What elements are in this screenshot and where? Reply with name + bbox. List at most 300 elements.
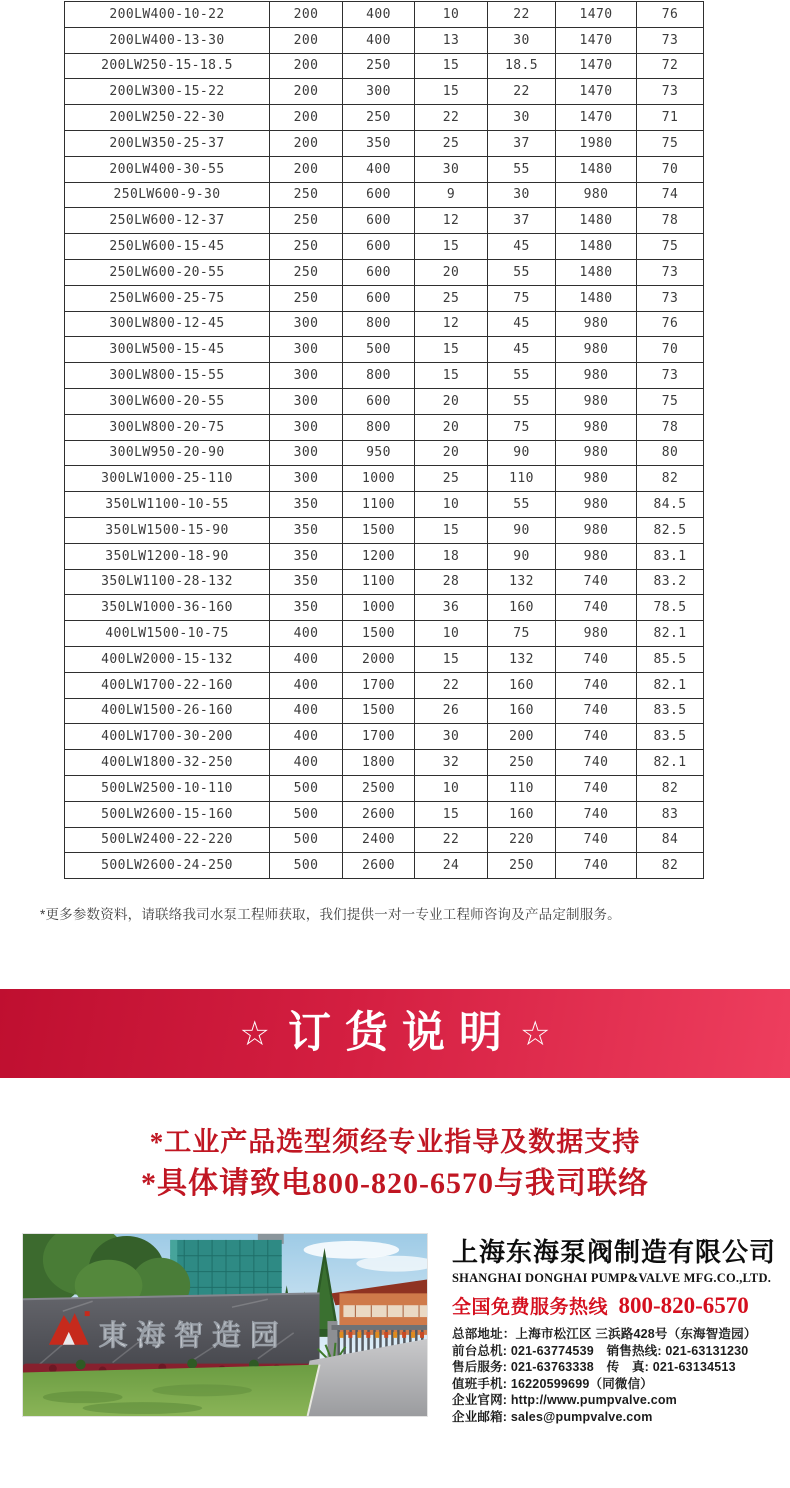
table-cell: 350LW1500-15-90 <box>65 517 270 543</box>
table-cell: 500 <box>270 775 343 801</box>
table-cell: 83.2 <box>637 569 704 595</box>
table-cell: 300LW500-15-45 <box>65 337 270 363</box>
table-cell: 45 <box>488 337 556 363</box>
cloud <box>304 1241 400 1259</box>
table-row <box>65 853 704 879</box>
table-cell: 30 <box>488 105 556 131</box>
table-cell: 160 <box>488 595 556 621</box>
table-cell: 740 <box>556 569 637 595</box>
table-cell: 20 <box>415 414 488 440</box>
table-row <box>65 646 704 672</box>
table-cell: 250LW600-12-37 <box>65 208 270 234</box>
table-cell: 20 <box>415 440 488 466</box>
contact-list <box>452 1326 790 1425</box>
service-hotline <box>452 1292 790 1319</box>
table-cell: 250 <box>343 53 415 79</box>
table-cell: 250LW600-25-75 <box>65 285 270 311</box>
table-row <box>65 234 704 260</box>
table-cell: 9 <box>415 182 488 208</box>
table-cell: 55 <box>488 259 556 285</box>
table-cell: 73 <box>637 259 704 285</box>
table-cell: 250LW600-15-45 <box>65 234 270 260</box>
table-row <box>65 363 704 389</box>
table-cell: 55 <box>488 388 556 414</box>
table-cell: 250 <box>270 234 343 260</box>
table-cell: 250 <box>270 182 343 208</box>
table-cell: 400LW1700-22-160 <box>65 672 270 698</box>
table-cell: 83.5 <box>637 724 704 750</box>
table-cell: 25 <box>415 466 488 492</box>
table-cell: 500LW2600-15-160 <box>65 801 270 827</box>
table-cell: 1700 <box>343 672 415 698</box>
table-cell: 82.5 <box>637 517 704 543</box>
table-cell: 980 <box>556 466 637 492</box>
table-cell: 15 <box>415 234 488 260</box>
table-cell: 1480 <box>556 234 637 260</box>
table-cell: 55 <box>488 492 556 518</box>
table-cell: 82.1 <box>637 750 704 776</box>
table-cell: 55 <box>488 156 556 182</box>
table-cell: 400 <box>343 156 415 182</box>
table-cell: 300 <box>270 466 343 492</box>
hotline-label: 全国免费服务热线 <box>452 1297 609 1318</box>
table-cell: 200LW350-25-37 <box>65 130 270 156</box>
table-row <box>65 672 704 698</box>
table-cell: 500 <box>343 337 415 363</box>
table-cell: 84 <box>637 827 704 853</box>
table-cell: 980 <box>556 337 637 363</box>
table-cell: 200 <box>270 130 343 156</box>
table-cell: 980 <box>556 492 637 518</box>
table-cell: 980 <box>556 543 637 569</box>
table-cell: 740 <box>556 672 637 698</box>
table-cell: 400 <box>270 724 343 750</box>
table-cell: 600 <box>343 259 415 285</box>
table-row <box>65 595 704 621</box>
table-cell: 72 <box>637 53 704 79</box>
company-info <box>452 1236 790 1425</box>
table-cell: 740 <box>556 724 637 750</box>
table-row <box>65 466 704 492</box>
table-cell: 740 <box>556 775 637 801</box>
table-row <box>65 105 704 131</box>
table-cell: 800 <box>343 414 415 440</box>
table-row <box>65 440 704 466</box>
table-cell: 15 <box>415 53 488 79</box>
slogan-line: *具体请致电800-820-6570与我司联络 <box>141 1167 649 1200</box>
parameters-note: *更多参数资料，请联络我司水泵工程师获取，我们提供一对一专业工程师咨询及产品定制服务。 <box>40 907 621 922</box>
table-cell: 500LW2400-22-220 <box>65 827 270 853</box>
table-cell: 1480 <box>556 259 637 285</box>
table-cell: 80 <box>637 440 704 466</box>
table-cell: 300LW950-20-90 <box>65 440 270 466</box>
table-cell: 132 <box>488 646 556 672</box>
table-cell: 400 <box>270 698 343 724</box>
table-cell: 84.5 <box>637 492 704 518</box>
table-cell: 400LW2000-15-132 <box>65 646 270 672</box>
table-cell: 70 <box>637 156 704 182</box>
table-cell: 200LW300-15-22 <box>65 79 270 105</box>
table-cell: 250 <box>270 259 343 285</box>
table-cell: 300LW800-20-75 <box>65 414 270 440</box>
table-cell: 110 <box>488 775 556 801</box>
table-cell: 1980 <box>556 130 637 156</box>
contact-line: 前台总机: 021-63774539 销售热线: 021-63131230 <box>452 1343 749 1358</box>
table-cell: 1100 <box>343 492 415 518</box>
order-instructions-banner <box>0 989 790 1078</box>
table-cell: 200 <box>270 27 343 53</box>
table-cell: 78 <box>637 414 704 440</box>
table-cell: 400LW1500-26-160 <box>65 698 270 724</box>
table-cell: 740 <box>556 595 637 621</box>
table-cell: 76 <box>637 2 704 28</box>
table-cell: 400 <box>270 621 343 647</box>
table-row <box>65 388 704 414</box>
pump-spec-table <box>64 1 704 879</box>
table-cell: 160 <box>488 801 556 827</box>
table-cell: 160 <box>488 672 556 698</box>
table-cell: 250 <box>488 750 556 776</box>
table-cell: 10 <box>415 621 488 647</box>
table-cell: 73 <box>637 285 704 311</box>
table-cell: 350 <box>270 595 343 621</box>
table-cell: 30 <box>415 724 488 750</box>
table-cell: 160 <box>488 698 556 724</box>
campus-photo-illustration <box>23 1234 427 1416</box>
table-cell: 15 <box>415 337 488 363</box>
table-cell: 18.5 <box>488 53 556 79</box>
table-cell: 2000 <box>343 646 415 672</box>
sign-text: 東海智造园 <box>98 1319 288 1352</box>
table-row <box>65 724 704 750</box>
table-cell: 200LW400-13-30 <box>65 27 270 53</box>
table-row <box>65 79 704 105</box>
table-cell: 980 <box>556 363 637 389</box>
table-cell: 250 <box>270 285 343 311</box>
table-cell: 75 <box>637 130 704 156</box>
contact-line: 售后服务: 021-63763338 传 真: 021-63134513 <box>452 1360 736 1374</box>
table-cell: 12 <box>415 311 488 337</box>
table-row <box>65 492 704 518</box>
table-cell: 300LW1000-25-110 <box>65 466 270 492</box>
table-row <box>65 259 704 285</box>
table-cell: 300 <box>270 311 343 337</box>
table-cell: 300LW600-20-55 <box>65 388 270 414</box>
slogan-line: *工业产品选型须经专业指导及数据支持 <box>149 1127 641 1157</box>
table-cell: 350 <box>343 130 415 156</box>
table-cell: 1200 <box>343 543 415 569</box>
company-campus-photo <box>22 1233 428 1417</box>
table-cell: 250LW600-9-30 <box>65 182 270 208</box>
table-cell: 300 <box>270 337 343 363</box>
table-cell: 71 <box>637 105 704 131</box>
table-cell: 82 <box>637 775 704 801</box>
banner-title: 订货说明 <box>288 1009 516 1057</box>
table-cell: 73 <box>637 79 704 105</box>
table-cell: 25 <box>415 130 488 156</box>
table-cell: 500 <box>270 827 343 853</box>
table-cell: 15 <box>415 363 488 389</box>
table-cell: 20 <box>415 259 488 285</box>
table-cell: 980 <box>556 414 637 440</box>
table-cell: 2600 <box>343 853 415 879</box>
table-cell: 300 <box>270 414 343 440</box>
table-cell: 1470 <box>556 27 637 53</box>
table-cell: 200 <box>270 79 343 105</box>
table-cell: 90 <box>488 543 556 569</box>
table-cell: 32 <box>415 750 488 776</box>
table-cell: 220 <box>488 827 556 853</box>
table-cell: 76 <box>637 311 704 337</box>
table-cell: 350LW1000-36-160 <box>65 595 270 621</box>
table-cell: 13 <box>415 27 488 53</box>
table-cell: 30 <box>488 27 556 53</box>
table-row <box>65 208 704 234</box>
table-cell: 82.1 <box>637 621 704 647</box>
table-cell: 600 <box>343 234 415 260</box>
table-cell: 28 <box>415 569 488 595</box>
lawn <box>23 1365 320 1416</box>
table-cell: 600 <box>343 388 415 414</box>
table-cell: 740 <box>556 646 637 672</box>
table-cell: 400 <box>343 2 415 28</box>
table-cell: 45 <box>488 311 556 337</box>
table-row <box>65 130 704 156</box>
table-cell: 200LW250-22-30 <box>65 105 270 131</box>
table-row <box>65 801 704 827</box>
table-cell: 600 <box>343 182 415 208</box>
table-cell: 200 <box>270 105 343 131</box>
table-cell: 18 <box>415 543 488 569</box>
table-cell: 15 <box>415 79 488 105</box>
table-cell: 30 <box>415 156 488 182</box>
table-cell: 980 <box>556 621 637 647</box>
pump-spec-table-body <box>65 2 704 879</box>
table-cell: 78.5 <box>637 595 704 621</box>
table-cell: 83 <box>637 801 704 827</box>
table-cell: 37 <box>488 208 556 234</box>
table-cell: 22 <box>488 2 556 28</box>
table-cell: 37 <box>488 130 556 156</box>
table-cell: 83.1 <box>637 543 704 569</box>
table-cell: 82.1 <box>637 672 704 698</box>
table-cell: 22 <box>415 827 488 853</box>
table-cell: 740 <box>556 750 637 776</box>
company-name-cn: 上海东海泵阀制造有限公司 <box>452 1237 777 1267</box>
contact-line: 总部地址：上海市松江区 三浜路428号（东海智造园） <box>452 1327 757 1341</box>
table-cell: 1000 <box>343 466 415 492</box>
table-cell: 200LW400-10-22 <box>65 2 270 28</box>
table-row <box>65 337 704 363</box>
table-cell: 1470 <box>556 2 637 28</box>
table-cell: 200LW400-30-55 <box>65 156 270 182</box>
table-cell: 73 <box>637 363 704 389</box>
table-cell: 200LW250-15-18.5 <box>65 53 270 79</box>
table-row <box>65 27 704 53</box>
table-cell: 980 <box>556 311 637 337</box>
table-cell: 800 <box>343 363 415 389</box>
table-cell: 350 <box>270 543 343 569</box>
table-cell: 800 <box>343 311 415 337</box>
table-cell: 980 <box>556 440 637 466</box>
table-row <box>65 182 704 208</box>
table-cell: 950 <box>343 440 415 466</box>
table-cell: 400 <box>270 672 343 698</box>
table-cell: 350LW1200-18-90 <box>65 543 270 569</box>
table-cell: 350 <box>270 569 343 595</box>
table-cell: 400LW1700-30-200 <box>65 724 270 750</box>
table-cell: 10 <box>415 492 488 518</box>
table-cell: 22 <box>415 672 488 698</box>
hotline-number: 800-820-6570 <box>618 1293 749 1318</box>
table-cell: 82 <box>637 853 704 879</box>
table-row <box>65 285 704 311</box>
table-cell: 740 <box>556 801 637 827</box>
table-row <box>65 569 704 595</box>
table-cell: 1000 <box>343 595 415 621</box>
table-cell: 400LW1800-32-250 <box>65 750 270 776</box>
table-cell: 350 <box>270 492 343 518</box>
table-cell: 25 <box>415 285 488 311</box>
table-cell: 1470 <box>556 79 637 105</box>
table-row <box>65 414 704 440</box>
table-cell: 400 <box>270 646 343 672</box>
table-cell: 200 <box>270 53 343 79</box>
table-cell: 300 <box>270 388 343 414</box>
table-cell: 15 <box>415 646 488 672</box>
table-row <box>65 543 704 569</box>
table-cell: 73 <box>637 27 704 53</box>
table-row <box>65 517 704 543</box>
table-cell: 1480 <box>556 285 637 311</box>
table-cell: 600 <box>343 208 415 234</box>
table-cell: 74 <box>637 182 704 208</box>
table-cell: 250 <box>270 208 343 234</box>
table-cell: 1480 <box>556 208 637 234</box>
table-cell: 1480 <box>556 156 637 182</box>
table-cell: 110 <box>488 466 556 492</box>
table-row <box>65 827 704 853</box>
table-row <box>65 311 704 337</box>
table-cell: 1470 <box>556 105 637 131</box>
table-cell: 980 <box>556 517 637 543</box>
table-cell: 10 <box>415 775 488 801</box>
table-cell: 82 <box>637 466 704 492</box>
table-cell: 36 <box>415 595 488 621</box>
table-cell: 85.5 <box>637 646 704 672</box>
table-cell: 20 <box>415 388 488 414</box>
table-cell: 500 <box>270 801 343 827</box>
table-cell: 300 <box>270 440 343 466</box>
star-icon: ☆ <box>239 1014 270 1053</box>
contact-line: 企业官网: http://www.pumpvalve.com <box>452 1393 677 1407</box>
table-cell: 350LW1100-28-132 <box>65 569 270 595</box>
table-cell: 2400 <box>343 827 415 853</box>
table-cell: 90 <box>488 517 556 543</box>
table-cell: 1500 <box>343 621 415 647</box>
table-cell: 15 <box>415 517 488 543</box>
table-cell: 1500 <box>343 517 415 543</box>
company-name-en: SHANGHAI DONGHAI PUMP&VALVE MFG.CO.,LTD. <box>452 1271 772 1285</box>
table-cell: 75 <box>488 414 556 440</box>
table-cell: 15 <box>415 801 488 827</box>
table-cell: 500 <box>270 853 343 879</box>
table-cell: 1470 <box>556 53 637 79</box>
table-row <box>65 53 704 79</box>
table-cell: 12 <box>415 208 488 234</box>
table-cell: 10 <box>415 2 488 28</box>
table-cell: 132 <box>488 569 556 595</box>
table-cell: 22 <box>415 105 488 131</box>
table-row <box>65 750 704 776</box>
table-row <box>65 2 704 28</box>
table-cell: 1500 <box>343 698 415 724</box>
table-cell: 250 <box>343 105 415 131</box>
table-cell: 980 <box>556 388 637 414</box>
table-row <box>65 156 704 182</box>
table-cell: 22 <box>488 79 556 105</box>
table-cell: 200 <box>270 2 343 28</box>
table-cell: 980 <box>556 182 637 208</box>
selection-slogans <box>0 1122 790 1204</box>
table-cell: 740 <box>556 698 637 724</box>
table-cell: 200 <box>488 724 556 750</box>
table-cell: 250 <box>488 853 556 879</box>
table-cell: 75 <box>488 621 556 647</box>
table-cell: 400 <box>343 27 415 53</box>
sign-wall <box>23 1293 320 1374</box>
table-cell: 2500 <box>343 775 415 801</box>
star-icon: ☆ <box>520 1014 551 1053</box>
table-cell: 1700 <box>343 724 415 750</box>
table-cell: 75 <box>637 234 704 260</box>
table-cell: 400 <box>270 750 343 776</box>
table-cell: 26 <box>415 698 488 724</box>
table-cell: 600 <box>343 285 415 311</box>
table-cell: 400LW1500-10-75 <box>65 621 270 647</box>
table-cell: 250LW600-20-55 <box>65 259 270 285</box>
table-cell: 300 <box>343 79 415 105</box>
table-cell: 350LW1100-10-55 <box>65 492 270 518</box>
table-cell: 350 <box>270 517 343 543</box>
table-cell: 70 <box>637 337 704 363</box>
table-cell: 2600 <box>343 801 415 827</box>
table-cell: 300LW800-15-55 <box>65 363 270 389</box>
table-cell: 500LW2500-10-110 <box>65 775 270 801</box>
table-cell: 83.5 <box>637 698 704 724</box>
table-cell: 300LW800-12-45 <box>65 311 270 337</box>
table-row <box>65 698 704 724</box>
table-cell: 500LW2600-24-250 <box>65 853 270 879</box>
table-cell: 1100 <box>343 569 415 595</box>
table-cell: 1800 <box>343 750 415 776</box>
table-cell: 30 <box>488 182 556 208</box>
table-row <box>65 621 704 647</box>
table-cell: 200 <box>270 156 343 182</box>
table-cell: 75 <box>488 285 556 311</box>
contact-line: 值班手机: 16220599699（同微信） <box>452 1376 654 1391</box>
table-cell: 740 <box>556 853 637 879</box>
table-cell: 45 <box>488 234 556 260</box>
contact-line: 企业邮箱: sales@pumpvalve.com <box>452 1409 653 1424</box>
table-cell: 24 <box>415 853 488 879</box>
table-cell: 90 <box>488 440 556 466</box>
table-cell: 300 <box>270 363 343 389</box>
table-cell: 55 <box>488 363 556 389</box>
table-cell: 78 <box>637 208 704 234</box>
table-cell: 740 <box>556 827 637 853</box>
table-cell: 75 <box>637 388 704 414</box>
